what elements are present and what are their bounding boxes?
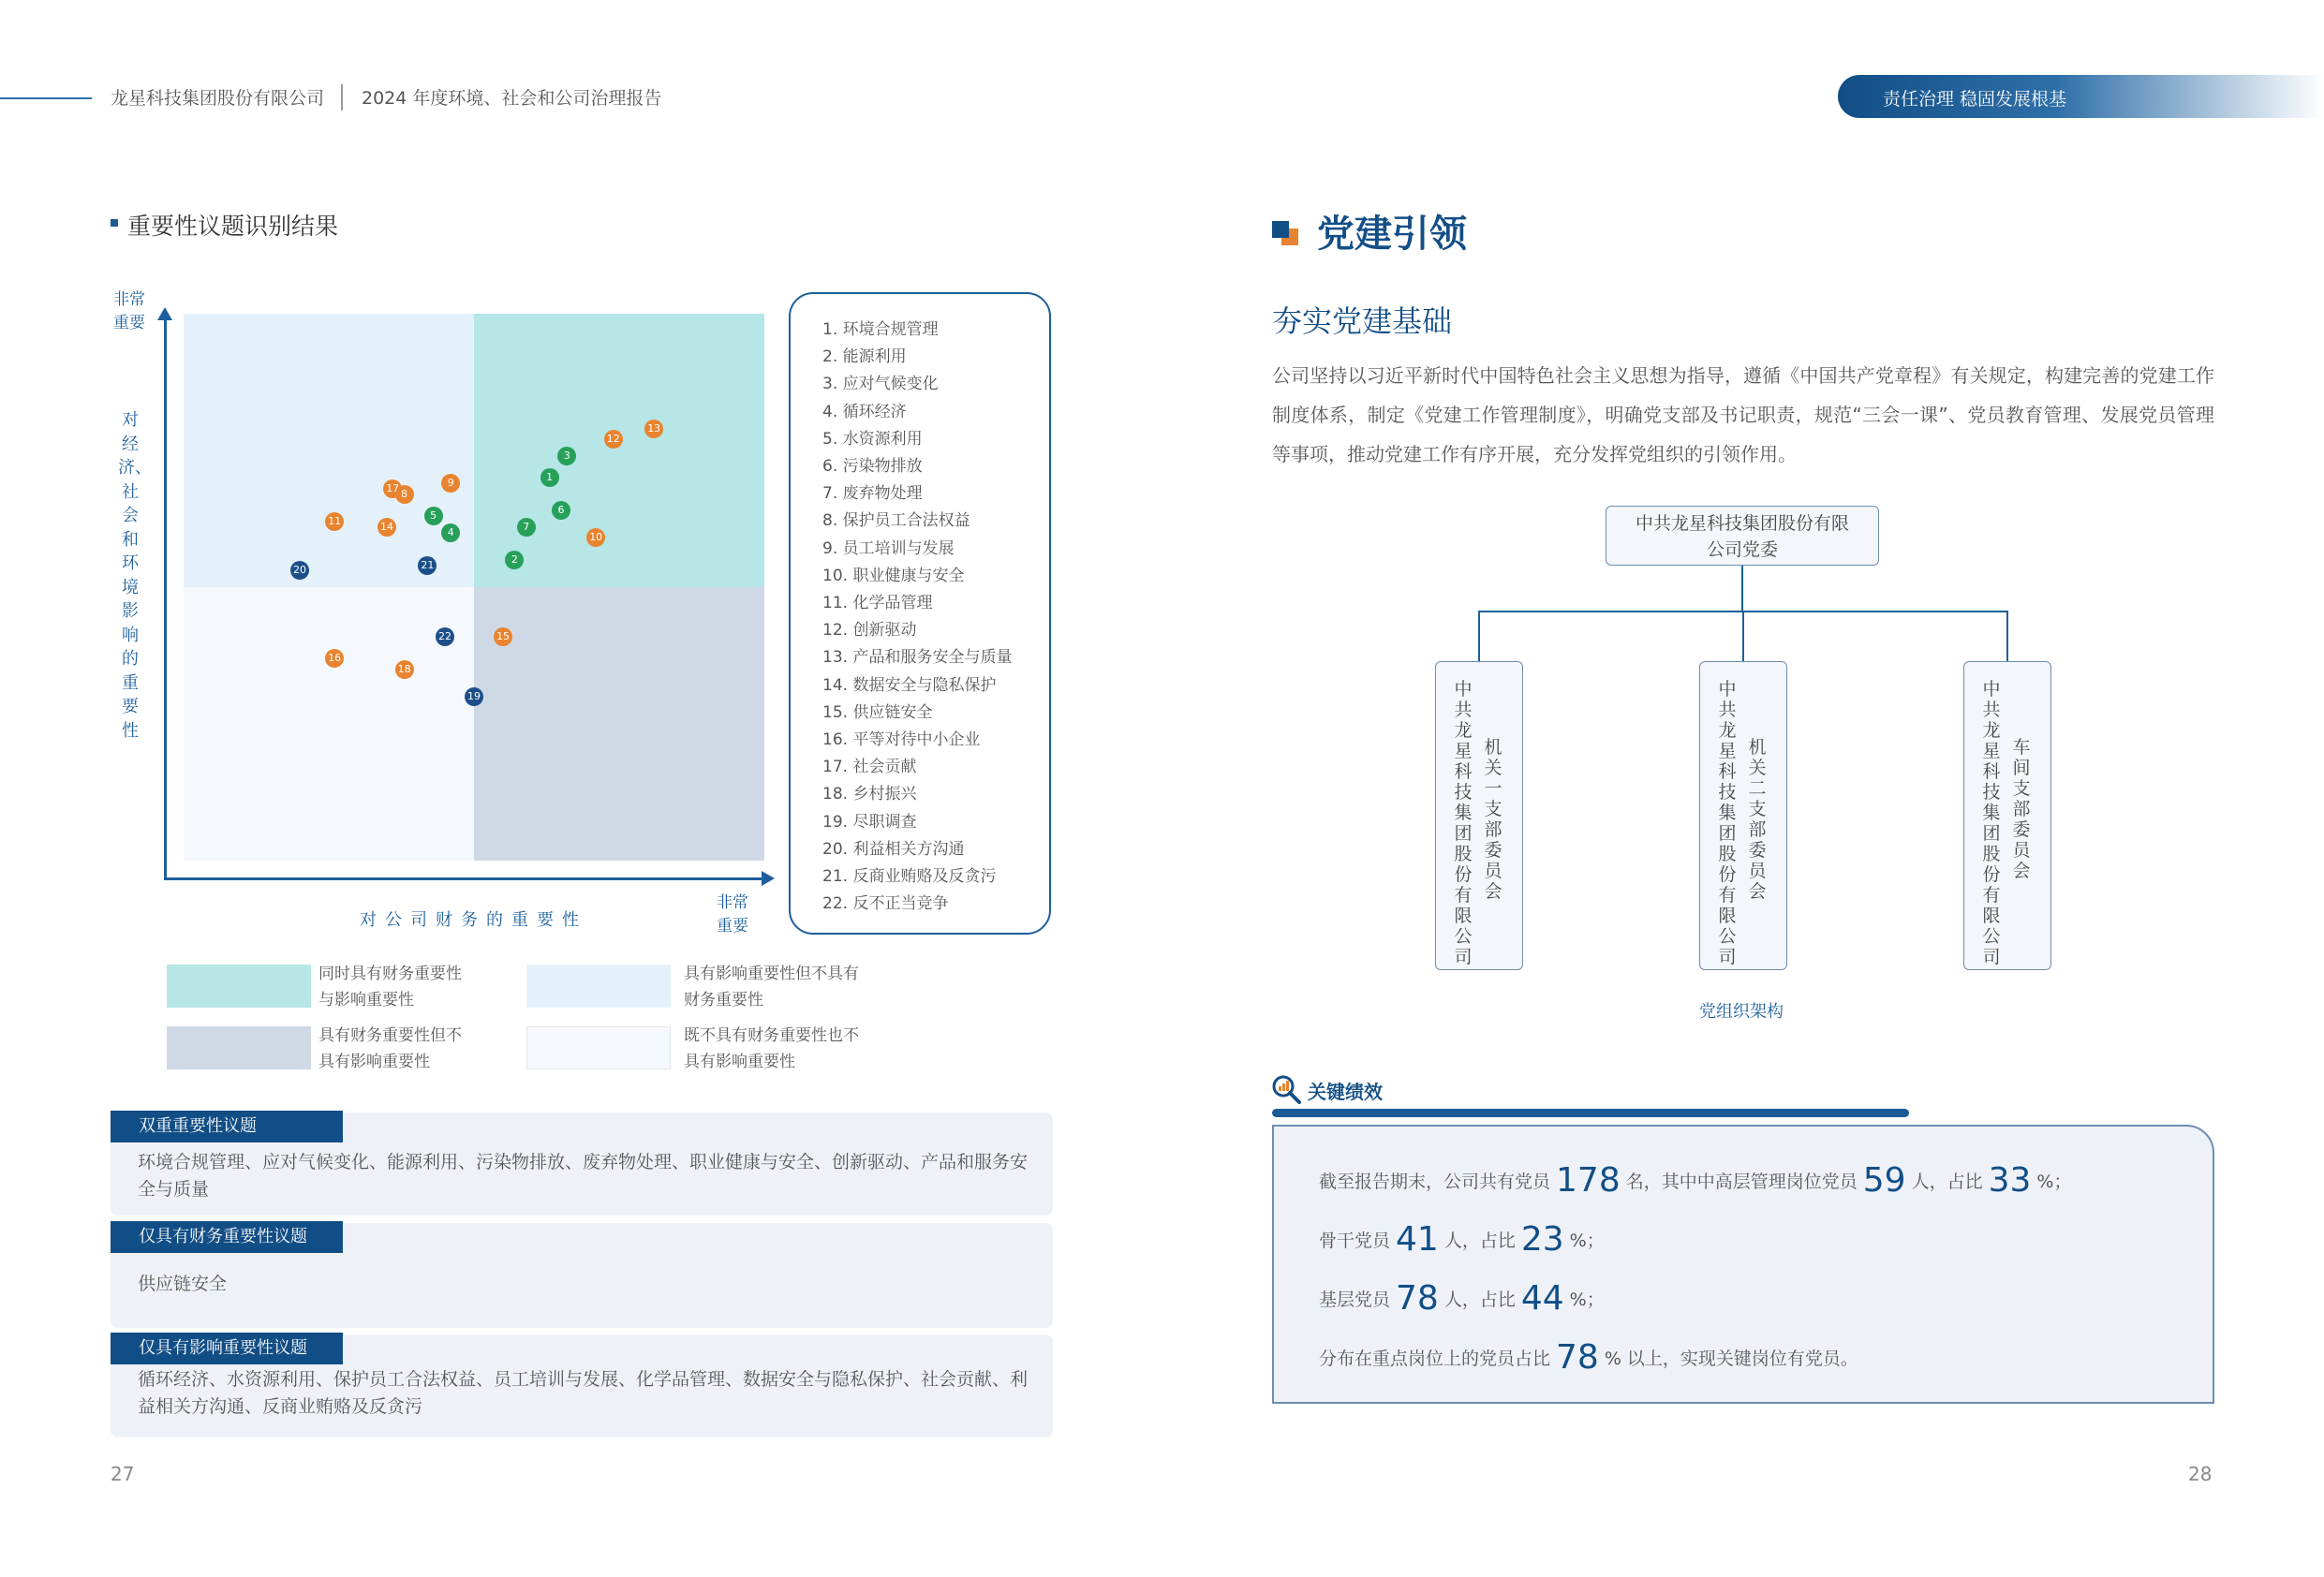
x-end-label-line2: 重要 xyxy=(717,917,748,936)
legend-text-impact-only xyxy=(684,961,890,1013)
section-tag-label: 责任治理 稳固发展根基 xyxy=(1883,89,2067,110)
kpi-l4-text-a: 分布在重点岗位上的党员占比 xyxy=(1319,1349,1551,1369)
kpi-senior-ratio: 33 xyxy=(1988,1161,2032,1200)
y-top-label-line2: 重要 xyxy=(113,314,145,332)
kpi-backbone-members: 41 xyxy=(1396,1220,1439,1259)
topic-list-item: 15. 供应链安全 xyxy=(822,702,933,722)
org-branch-1-name: 机关一支部委员会 xyxy=(1484,737,1502,902)
topic-point-5: 5 xyxy=(424,507,443,525)
kpi-l2-text-a: 骨干党员 xyxy=(1319,1231,1391,1251)
topic-point-15: 15 xyxy=(494,627,512,646)
right-title: 党建引领 xyxy=(1317,213,1467,256)
category-title-impact: 仅具有影响重要性议题 xyxy=(111,1333,343,1364)
topic-list-item: 11. 化学品管理 xyxy=(822,594,933,612)
category-title-dual: 双重重要性议题 xyxy=(111,1111,343,1142)
kpi-line-1 xyxy=(1319,1161,2071,1200)
kpi-l2-text-c: %； xyxy=(1569,1231,1605,1251)
topic-points xyxy=(184,314,764,861)
kpi-l1-text-a: 截至报告期末，公司共有党员 xyxy=(1319,1172,1551,1192)
org-top-line1: 中共龙星科技集团股份有限 xyxy=(1635,513,1849,534)
topic-list-item: 9. 员工培训与发展 xyxy=(822,538,955,558)
kpi-line-3 xyxy=(1319,1279,1605,1318)
legend-financial-line2: 具有影响重要性 xyxy=(318,1053,430,1071)
topic-list-item: 14. 数据安全与隐私保护 xyxy=(822,675,997,695)
legend-swatch-neither xyxy=(526,1026,671,1069)
x-axis-label: 对公司财务的重要性 xyxy=(360,910,587,930)
topic-point-3: 3 xyxy=(557,447,576,465)
topic-list-item: 6. 污染物排放 xyxy=(822,457,923,476)
topic-point-22: 22 xyxy=(436,627,454,646)
topic-point-13: 13 xyxy=(644,420,663,438)
org-branch-3 xyxy=(1963,661,2051,970)
topic-list-item: 18. 乡村振兴 xyxy=(822,785,917,804)
page-number-left: 27 xyxy=(111,1463,135,1485)
kpi-line-2 xyxy=(1319,1220,1605,1259)
kpi-line-4 xyxy=(1319,1338,1858,1377)
kpi-l1-text-c: 人，占比 xyxy=(1911,1172,1983,1192)
topic-list-item: 8. 保护员工合法权益 xyxy=(822,511,970,531)
kpi-senior-members: 59 xyxy=(1862,1161,1906,1200)
section-tag xyxy=(1838,75,2324,118)
legend-text-financial-only xyxy=(318,1023,496,1075)
legend-text-dual xyxy=(318,961,496,1013)
legend-text-neither xyxy=(684,1023,890,1075)
kpi-l3-text-b: 人，占比 xyxy=(1443,1290,1516,1310)
kpi-backbone-ratio: 23 xyxy=(1520,1220,1564,1259)
legend-dual-line1: 同时具有财务重要性 xyxy=(318,965,462,983)
legend-swatch-dual xyxy=(167,965,311,1008)
topic-list-item: 22. 反不正当竞争 xyxy=(822,894,949,914)
kpi-key-post-ratio: 78 xyxy=(1556,1338,1599,1377)
kpi-grassroots-ratio: 44 xyxy=(1520,1279,1564,1318)
kpi-l1-text-b: 名，其中中高层管理岗位党员 xyxy=(1625,1172,1858,1192)
org-branch-3-org: 中共龙星科技集团股份有限公司 xyxy=(1982,679,2001,967)
header-report-title: 2024 年度环境、社会和公司治理报告 xyxy=(362,88,662,109)
org-connector-1 xyxy=(1478,611,1480,661)
org-branch-1-org: 中共龙星科技集团股份有限公司 xyxy=(1454,679,1473,967)
category-title-financial: 仅具有财务重要性议题 xyxy=(111,1221,343,1253)
topic-point-20: 20 xyxy=(290,561,309,580)
topic-list-item: 16. 平等对待中小企业 xyxy=(822,730,981,749)
topic-list-item: 19. 尽职调查 xyxy=(822,812,917,832)
topic-list-item: 7. 废弃物处理 xyxy=(822,484,923,504)
title-icon-navy xyxy=(1272,221,1289,238)
header-divider xyxy=(341,84,343,111)
topic-point-21: 21 xyxy=(418,556,437,575)
category-body-dual: 环境合规管理、应对气候变化、能源利用、污染物排放、废弃物处理、职业健康与安全、创新驱动、产品和服务安全与质量 xyxy=(138,1152,1029,1200)
header-company: 龙星科技集团股份有限公司 xyxy=(111,88,325,109)
topic-point-16: 16 xyxy=(325,649,344,668)
topic-point-19: 19 xyxy=(465,687,483,706)
topic-list-item: 4. 循环经济 xyxy=(822,402,907,421)
topic-list-item: 20. 利益相关方沟通 xyxy=(822,839,965,859)
topic-list-item: 1. 环境合规管理 xyxy=(822,320,939,339)
y-top-label-line1: 非常 xyxy=(113,290,145,309)
kpi-grassroots-members: 78 xyxy=(1396,1279,1439,1318)
topic-point-14: 14 xyxy=(377,518,396,537)
x-axis xyxy=(164,877,763,880)
topic-list-item: 13. 产品和服务安全与质量 xyxy=(822,648,1013,668)
kpi-l4-text-b: % 以上，实现关键岗位有党员。 xyxy=(1604,1349,1858,1369)
kpi-title-bar xyxy=(1272,1109,1909,1117)
y-axis-top-label xyxy=(109,288,150,335)
kpi-l1-text-d: %； xyxy=(2036,1172,2072,1192)
kpi-l3-text-a: 基层党员 xyxy=(1319,1290,1391,1310)
org-branch-2-org: 中共龙星科技集团股份有限公司 xyxy=(1718,679,1737,967)
topic-point-11: 11 xyxy=(325,512,344,531)
kpi-total-members: 178 xyxy=(1556,1161,1621,1200)
legend-financial-line1: 具有财务重要性但不 xyxy=(318,1026,462,1045)
topic-point-10: 10 xyxy=(586,528,605,547)
section-title: 重要性议题识别结果 xyxy=(127,213,339,240)
category-body-financial: 供应链安全 xyxy=(138,1274,228,1294)
legend-impact-line1: 具有影响重要性但不具有 xyxy=(684,965,859,983)
topic-point-18: 18 xyxy=(395,660,414,679)
org-top-line2: 公司党委 xyxy=(1706,539,1778,560)
org-branch-2-name: 机关二支部委员会 xyxy=(1748,737,1767,902)
topic-point-6: 6 xyxy=(552,501,570,520)
topic-point-9: 9 xyxy=(441,474,460,493)
org-branch-1 xyxy=(1435,661,1523,970)
org-branch-2 xyxy=(1699,661,1787,970)
right-paragraph: 公司坚持以习近平新时代中国特色社会主义思想为指导，遵循《中国共产党章程》有关规定，构建完善的党建工作制度体系，制定《党建工作管理制度》，明确党支部及书记职责，规范“三会一课”、党员教育管理、发展党员管理等事项，推动党建工作有序开展，充分发挥党组织的引领作用。 xyxy=(1272,364,2214,465)
category-body-impact: 循环经济、水资源利用、保护员工合法权益、员工培训与发展、化学品管理、数据安全与隐私保护、社会贡献、利益相关方沟通、反商业贿赂及反贪污 xyxy=(138,1369,1029,1417)
org-chart-top xyxy=(1606,506,1879,566)
kpi-l2-text-b: 人，占比 xyxy=(1443,1231,1516,1251)
topic-point-8: 8 xyxy=(395,485,414,504)
topic-list-item: 12. 创新驱动 xyxy=(822,621,917,641)
topic-list-item: 3. 应对气候变化 xyxy=(822,375,939,394)
org-branch-3-name: 车间支部委员会 xyxy=(2012,737,2031,881)
section-bullet xyxy=(111,219,118,227)
legend-impact-line2: 财务重要性 xyxy=(684,991,763,1010)
magnifier-chart-icon xyxy=(1270,1073,1302,1105)
legend-neither-line1: 既不具有财务重要性也不 xyxy=(684,1026,859,1045)
legend-swatch-impact-only xyxy=(526,965,671,1008)
x-end-label-line1: 非常 xyxy=(717,893,748,912)
org-connector-2 xyxy=(1742,611,1744,661)
topic-list-item: 10. 职业健康与安全 xyxy=(822,566,965,585)
kpi-title: 关键绩效 xyxy=(1308,1081,1383,1103)
topic-list-item: 2. 能源利用 xyxy=(822,347,907,367)
topic-point-7: 7 xyxy=(517,518,536,537)
topic-point-12: 12 xyxy=(604,430,623,449)
kpi-l3-text-c: %； xyxy=(1569,1290,1605,1310)
topic-point-1: 1 xyxy=(540,468,559,487)
org-chart-caption: 党组织架构 xyxy=(1699,1002,1784,1022)
legend-swatch-financial-only xyxy=(167,1026,311,1069)
y-axis xyxy=(164,318,167,880)
topic-point-2: 2 xyxy=(505,551,524,569)
topic-point-17: 17 xyxy=(383,479,402,498)
topic-list-item: 5. 水资源利用 xyxy=(822,429,923,449)
x-axis-end-label xyxy=(712,892,753,938)
org-connector-stem xyxy=(1741,566,1743,612)
legend-dual-line2: 与影响重要性 xyxy=(318,991,414,1010)
page-number-right: 28 xyxy=(2188,1463,2213,1485)
topic-point-4: 4 xyxy=(441,523,460,542)
org-connector-3 xyxy=(2006,611,2008,661)
topic-list-item: 17. 社会贡献 xyxy=(822,758,917,777)
materiality-matrix xyxy=(184,314,764,861)
legend-neither-line2: 具有影响重要性 xyxy=(684,1053,795,1071)
topic-list-item: 21. 反商业贿赂及反贪污 xyxy=(822,867,997,886)
right-subtitle: 夯实党建基础 xyxy=(1272,303,1453,339)
header-rule xyxy=(0,97,92,99)
y-axis-label: 对经济、社会和环境影响的重要性 xyxy=(118,410,152,741)
